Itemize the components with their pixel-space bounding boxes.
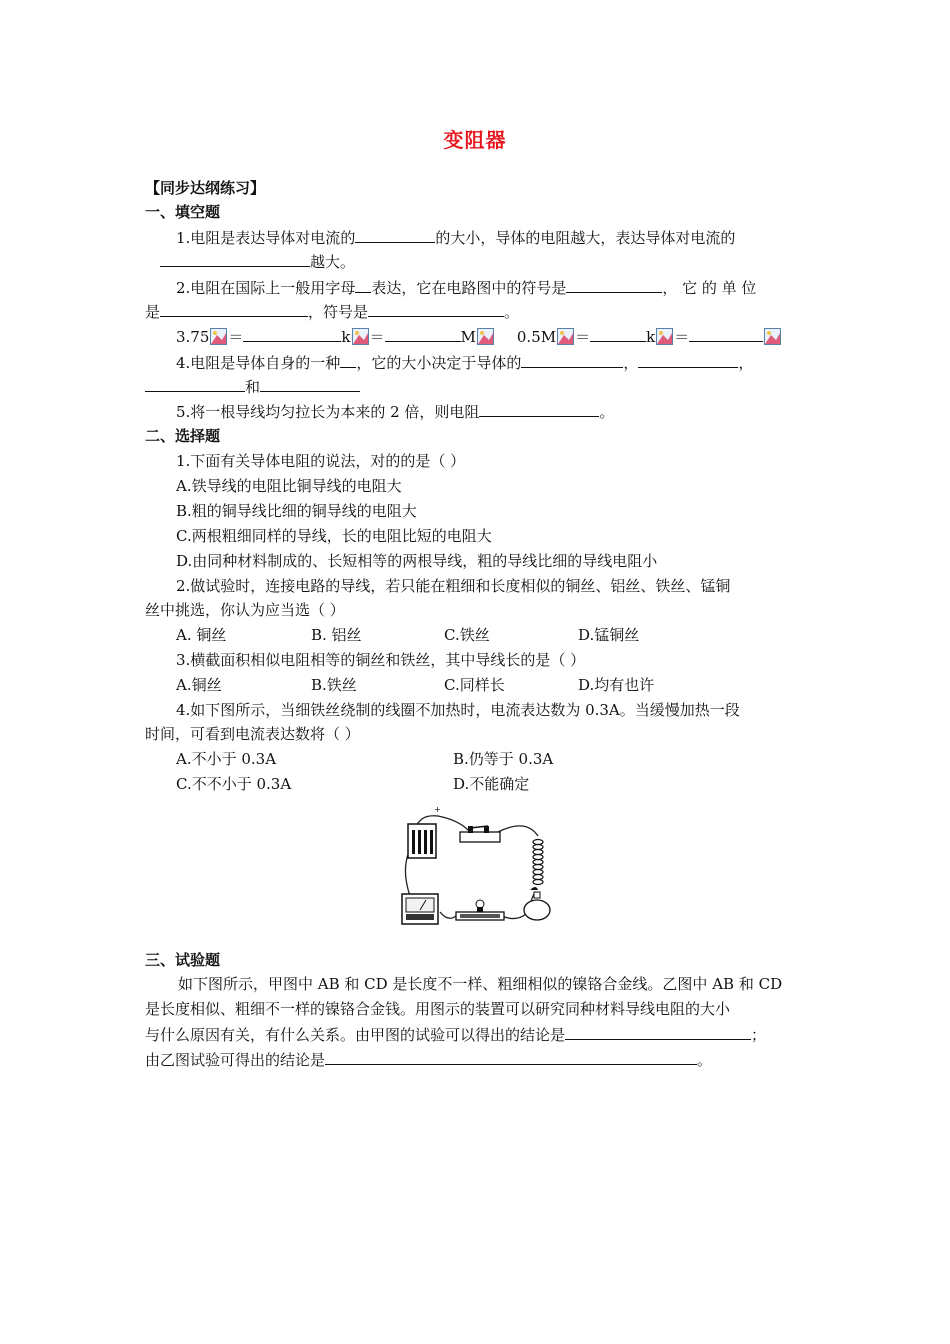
- choice-q3-option-a: A.铜丝: [176, 676, 222, 694]
- answer-blank[interactable]: [355, 227, 435, 243]
- semicolon: ；: [751, 1026, 767, 1044]
- answer-blank[interactable]: [566, 277, 662, 293]
- choice-q2-option-b: B. 铝丝: [311, 626, 362, 644]
- answer-blank[interactable]: [479, 401, 599, 417]
- experiment-line1: 如下图所示，甲图中 AB 和 CD 是长度不一样、粗细相似的镍铬合金线。乙图中 AB 和 CD: [178, 975, 783, 993]
- choice-q4-option-d: D.不能确定: [453, 775, 530, 793]
- choice-q3-option-c: C.同样长: [444, 676, 505, 694]
- choice-q3: 3.横截面积相似电阻相等的铜丝和铁丝，其中导线长的是（ ）: [176, 651, 586, 669]
- coil-icon: [533, 840, 543, 885]
- choice-q4-option-a: A.不小于 0.3A: [176, 750, 277, 768]
- broken-image-icon: [764, 328, 781, 345]
- answer-blank[interactable]: [325, 1049, 697, 1065]
- choice-heading: 二、选择题: [145, 427, 221, 445]
- answer-blank[interactable]: [160, 301, 308, 317]
- experiment-heading: 三、试验题: [145, 951, 221, 969]
- fill-q1-text-b: 的大小，导体的电阻越大，表达导体对电流的: [435, 229, 736, 247]
- choice-q4-line1: 4.如下图所示，当细铁丝绕制的线圈不加热时，电流表达数为 0.3A。当缓慢加热一段: [176, 701, 740, 719]
- fill-q2-text-e: ，符号是: [308, 303, 369, 321]
- choice-q1-option-b: B.粗的铜导线比细的铜导线的电阻大: [176, 502, 417, 520]
- answer-blank[interactable]: [689, 326, 763, 342]
- fill-q1-text-c: 越大。: [310, 253, 356, 271]
- choice-q1-option-a: A.铁导线的电阻比铜导线的电阻大: [176, 477, 402, 495]
- unit-k: k: [646, 328, 656, 346]
- fill-q2-text-b: 表达，它在电路图中的符号是: [371, 279, 567, 297]
- choice-q4-option-b: B.仍等于 0.3A: [453, 750, 554, 768]
- broken-image-icon: [656, 328, 673, 345]
- fill-q4-text-c: 和: [245, 378, 261, 396]
- fill-q2-line1: [176, 277, 756, 298]
- choice-q2-line1: 2.做试验时，连接电路的导线，若只能在粗细和长度相似的铜丝、铝丝、铁丝、锰铜: [176, 577, 731, 595]
- battery-icon: [408, 824, 436, 858]
- experiment-line3-text: 与什么原因有关，有什么关系。由甲图的试验可以得出的结论是: [145, 1026, 566, 1044]
- fill-q1-line1: [176, 227, 735, 248]
- unit-k: k: [341, 328, 351, 346]
- choice-q1: 1.下面有关导体电阻的说法，对的的是（ ）: [176, 452, 466, 470]
- answer-blank[interactable]: [565, 1024, 751, 1040]
- fill-q2-text-a: 2.电阻在国际上一般用字母: [176, 279, 356, 297]
- fill-q5-text-b: 。: [599, 403, 615, 421]
- fill-q2-line2: [145, 301, 519, 322]
- fill-q4-line2: [145, 376, 360, 397]
- answer-blank[interactable]: [368, 301, 504, 317]
- answer-blank[interactable]: [385, 326, 461, 342]
- fill-q4-text-b: ，它的大小决定于导体的: [356, 354, 522, 372]
- answer-blank[interactable]: [355, 277, 371, 293]
- fill-q2-text-f: 。: [504, 303, 520, 321]
- broken-image-icon: [352, 328, 369, 345]
- choice-q4-option-c: C.不不小于 0.3A: [176, 775, 292, 793]
- page-title: 变阻器: [443, 128, 507, 152]
- fill-q3-text-a: 3.75: [176, 328, 210, 346]
- ammeter-icon: [402, 894, 438, 924]
- fill-q3-line: [176, 326, 782, 347]
- choice-q4-line2: 时间，可看到电流表达数将（ ）: [145, 725, 360, 743]
- fill-q1-text-a: 1.电阻是表达导体对电流的: [176, 229, 356, 247]
- fill-q5-text-a: 5.将一根导线均匀拉长为本来的 2 倍，则电阻: [176, 403, 480, 421]
- fill-heading: 一、填空题: [145, 203, 221, 221]
- answer-blank[interactable]: [160, 251, 310, 267]
- equals-sign: ＝: [575, 328, 591, 346]
- circuit-diagram: [398, 806, 560, 932]
- choice-q3-option-d: D.均有也许: [578, 676, 655, 694]
- choice-q2-option-d: D.锰铜丝: [578, 626, 640, 644]
- comma: ，: [738, 354, 754, 372]
- broken-image-icon: [210, 328, 227, 345]
- fill-q3-text-b: 0.5M: [516, 328, 557, 346]
- fill-q1-line2: [160, 251, 355, 272]
- period: 。: [697, 1051, 713, 1069]
- experiment-line2: 是长度相似、粗细不一样的镍铬合金钱。用图示的装置可以研究同种材料导线电阻的大小: [145, 1000, 731, 1018]
- choice-q2-option-a: A. 铜丝: [176, 626, 227, 644]
- fill-q2-text-d: 是: [145, 303, 161, 321]
- experiment-line3: [145, 1024, 766, 1045]
- plus-sign: +: [434, 806, 441, 814]
- answer-blank[interactable]: [340, 352, 356, 368]
- choice-q2-option-c: C.铁丝: [444, 626, 490, 644]
- equals-sign: ＝: [674, 328, 690, 346]
- choice-q1-option-d: D.由同种材料制成的、长短相等的两根导线，粗的导线比细的导线电阻小: [176, 552, 658, 570]
- answer-blank[interactable]: [243, 326, 341, 342]
- fill-q2-text-c: ， 它 的 单 位: [662, 279, 757, 297]
- equals-sign: ＝: [369, 328, 385, 346]
- bulb-icon: [456, 900, 504, 920]
- answer-blank[interactable]: [260, 376, 360, 392]
- fill-q5-line: [176, 401, 614, 422]
- alcohol-lamp-icon: [524, 887, 550, 920]
- broken-image-icon: [557, 328, 574, 345]
- unit-M: M: [460, 328, 476, 346]
- choice-q3-option-b: B.铁丝: [311, 676, 357, 694]
- answer-blank[interactable]: [590, 326, 646, 342]
- equals-sign: ＝: [228, 328, 244, 346]
- section-header: 【同步达纲练习】: [145, 179, 266, 197]
- answer-blank[interactable]: [521, 352, 623, 368]
- comma: ，: [623, 354, 639, 372]
- fill-q4-text-a: 4.电阻是导体自身的一种: [176, 354, 341, 372]
- answer-blank[interactable]: [638, 352, 738, 368]
- experiment-line4-text: 由乙图试验可得出的结论是: [145, 1051, 326, 1069]
- broken-image-icon: [477, 328, 494, 345]
- choice-q2-line2: 丝中挑选，你认为应当选（ ）: [145, 601, 345, 619]
- experiment-line4: [145, 1049, 712, 1070]
- answer-blank[interactable]: [145, 376, 245, 392]
- fill-q4-line1: [176, 352, 753, 373]
- choice-q1-option-c: C.两根粗细同样的导线，长的电阻比短的电阻大: [176, 527, 492, 545]
